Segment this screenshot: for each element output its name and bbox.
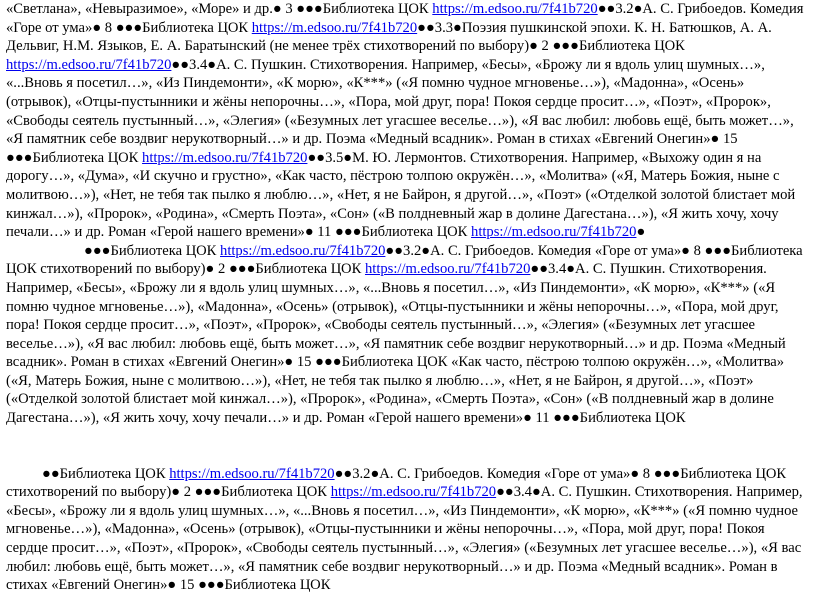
text-run: Библиотека ЦОК bbox=[255, 261, 365, 278]
library-link[interactable]: https://m.edsoo.ru/7f41b720 bbox=[251, 19, 418, 36]
text-run: ●●3.3●Поэзия пушкинской эпохи. К. Н. Батюшков, А. А. Дельвиг, Н.М. Языков, Е. А. Баратынский (не менее трёх стихотворений по выбору)● 2 ●●● bbox=[6, 19, 772, 55]
text-run: Библиотека ЦОК bbox=[361, 224, 472, 241]
text-run: Библиотека ЦОК bbox=[32, 149, 143, 166]
text-run: ● bbox=[636, 224, 646, 241]
text-block-2 bbox=[6, 242, 810, 428]
text-run: Библиотека ЦОК bbox=[322, 1, 433, 17]
text-run: ●●3.2●А. С. Грибоедов. Комедия «Горе от ума»● 8 ●●● bbox=[6, 1, 804, 36]
text-run: ●●●Библиотека ЦОК bbox=[84, 242, 221, 259]
text-run: Библиотека ЦОК bbox=[221, 484, 331, 501]
text-run: ●●Библиотека ЦОК bbox=[42, 465, 170, 482]
library-link[interactable]: https://m.edsoo.ru/7f41b720 bbox=[220, 242, 386, 259]
text-run: ●●3.4●А. С. Пушкин. Стихотворения. Например, «Бесы», «Брожу ли я вдоль улиц шумных…», «...Вновь я посетил…», «Из Пиндемонти», «К морю», «К***» («Я помню чудное мгновенье…»), «Мадонна», «Осень» (отрывок), «Отцы-пустынники и жёны непорочны…», «Пора, мой друг, пора! Покоя сердце просит…», «Поэт», «Пророк», «Свободы сеятель пустынный…», «Элегия» («Безумных лет угасшее веселье…»), «Я вас любил: любовь ещё, быть может…», «Я памятник себе воздвиг нерукотворный…» и др. Поэма «Медный всадник». Роман в стихах «Евгений Онегин»● 15 ●●●Библиотека ЦОК bbox=[6, 484, 803, 594]
library-link[interactable]: https://m.edsoo.ru/7f41b720 bbox=[432, 1, 598, 17]
library-link[interactable]: https://m.edsoo.ru/7f41b720 bbox=[330, 484, 497, 501]
text-run: ●●3.2●А. С. Грибоедов. Комедия «Горе от ума»● 8 ●●●Библиотека ЦОК стихотворений по выбору)● 2 ●●● bbox=[6, 465, 787, 501]
text-run: «Светлана», «Невыразимое», «Море» и др.● 3 ●●● bbox=[6, 1, 323, 17]
text-block-1 bbox=[6, 0, 810, 242]
library-link[interactable]: https://m.edsoo.ru/7f41b720 bbox=[364, 261, 531, 278]
text-run: ●●3.4●А. С. Пушкин. Стихотворения. Например, «Бесы», «Брожу ли я вдоль улиц шумных…», «...Вновь я посетил…», «Из Пиндемонти», «К морю», «К***» («Я помню чудное мгновенье…»), «Мадонна», «Осень» (отрывок), «Отцы-пустынники и жёны непорочны…», «Пора, мой друг, пора! Покоя сердце просит…», «Поэт», «Пророк», «Свободы сеятель пустынный…», «Элегия» («Безумных лет угасшее веселье…»), «Я вас любил: любовь ещё, быть может…», «Я памятник себе воздвиг нерукотворный…» и др. Поэма «Медный всадник». Роман в стихах «Евгений Онегин»● 15 ●●● bbox=[6, 56, 794, 166]
library-link[interactable]: https://m.edsoo.ru/7f41b720 bbox=[6, 56, 172, 73]
library-link[interactable]: https://m.edsoo.ru/7f41b720 bbox=[142, 149, 308, 166]
text-run: ●●3.4●А. С. Пушкин. Стихотворения. Например, «Бесы», «Брожу ли я вдоль улиц шумных…», «...Вновь я посетил…», «Из Пиндемонти», «К морю», «К***» («Я помню чудное мгновенье…»), «Мадонна», «Осень» (отрывок), «Отцы-пустынники и жёны непорочны…», «Пора, мой друг, пора! Покоя сердце просит…», «Поэт», «Пророк», «Свободы сеятель пустынный…», «Элегия» («Безумных лет угасшее веселье…»), «Я вас любил: любовь ещё, быть может…», «Я памятник себе воздвиг нерукотворный…» и др. Поэма «Медный всадник». Роман в стихах «Евгений Онегин»● 15 ●●●Библиотека ЦОК «Как часто, пёстрою толпою окружён…», «Молитва» («Я, Матерь Божия, ныне с молитвою…»), «Нет, не тебя так пылко я люблю…», «Нет, я не Байрон, я другой…», «Поэт» («Отделкой золотой блистает мой кинжал…»), «Пророк», «Родина», «Смерть Поэта», «Сон» («В полдневный жар в долине Дагестана…»), «Я жить хочу, хочу печали…» и др. Роман «Герой нашего времени»● 11 ●●●Библиотека ЦОК bbox=[6, 261, 786, 427]
library-link[interactable]: https://m.edsoo.ru/7f41b720 bbox=[169, 465, 335, 482]
text-run: ●●3.5●М. Ю. Лермонтов. Стихотворения. Например, «Выхожу один я на дорогу…», «Дума», «И скучно и грустно», «Как часто, пёстрою толпою окружён…», «Молитва» («Я, Матерь Божия, ныне с молитвою…»), «Нет, не тебя так пылко я люблю…», «Нет, я не Байрон, я другой…», «Поэт» («Отделкой золотой блистает мой кинжал…»), «Пророк», «Родина», «Смерть Поэта», «Сон» («В полдневный жар в долине Дагестана…»), «Я жить хочу, хочу печали…» и др. Роман «Герой нашего времени»● 11 ●●● bbox=[6, 149, 796, 241]
library-link[interactable]: https://m.edsoo.ru/7f41b720 bbox=[471, 224, 637, 241]
text-run: Библиотека ЦОК bbox=[142, 19, 252, 36]
text-run: ●●3.2●А. С. Грибоедов. Комедия «Горе от ума»● 8 ●●●Библиотека ЦОК стихотворений по выбору)● 2 ●●● bbox=[6, 242, 803, 278]
text-block-3 bbox=[6, 465, 810, 595]
text-run: Библиотека ЦОК bbox=[578, 38, 685, 55]
